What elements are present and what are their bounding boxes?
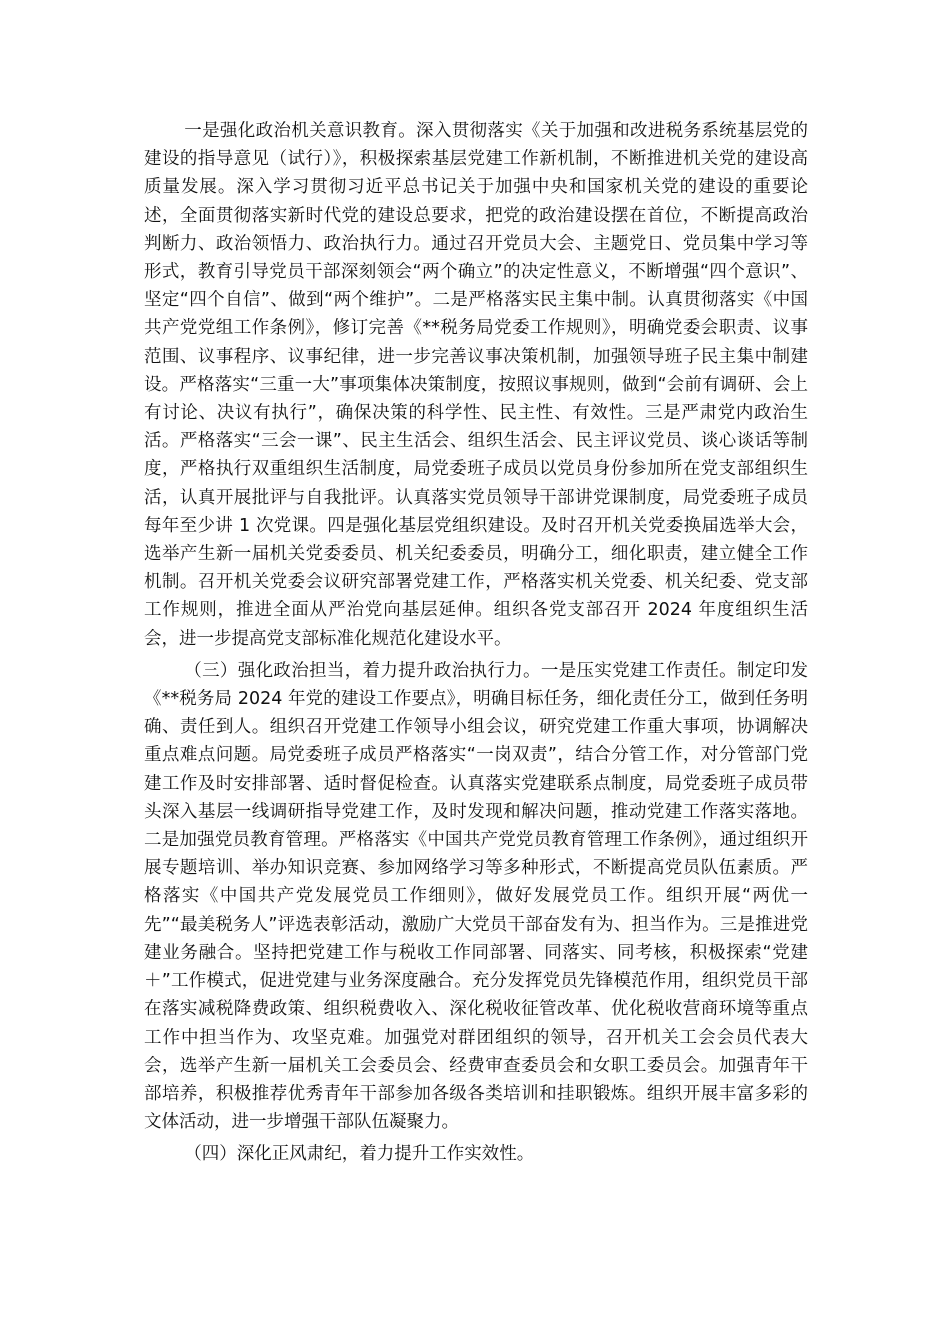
paragraph-party-building-measures: 一是强化政治机关意识教育。深入贯彻落实《关于加强和改进税务系统基层党的建设的指导意见（试行）》，积极探索基层党建工作新机制，不断推进机关党的建设高质量发展。深入学习贯彻习近平总书记关于加强中央和国家机关党的建设的重要论述，全面贯彻落实新时代党的建设总要求，把党的政治建设摆在首位，不断提高政治判断力、政治领悟力、政治执行力。通过召开党员大会、主题党日、党员集中学习等形式，教育引导党员干部深刻领会“两个确立”的决定性意义，不断增强“四个意识”、坚定“四个自信”、做到“两个维护”。二是严格落实民主集中制。认真贯彻落实《中国共产党党组工作条例》，修订完善《**税务局党委工作规则》，明确党委会职责、议事范围、议事程序、议事纪律，进一步完善议事决策机制，加强领导班子民主集中制建设。严格落实“三重一大”事项集体决策制度，按照议事规则，做到“会前有调研、会上有讨论、决议有执行”，确保决策的科学性、民主性、有效性。三是严肃党内政治生活。严格落实“三会一课”、民主生活会、组织生活会、民主评议党员、谈心谈话等制度，严格执行双重组织生活制度，局党委班子成员以党员身份参加所在党支部组织生活，认真开展批评与自我批评。认真落实党员领导干部讲党课制度，局党委班子成员每年至少讲 1 次党课。四是强化基层党组织建设。及时召开机关党委换届选举大会，选举产生新一届机关党委委员、机关纪委委员，明确分工，细化职责，建立健全工作机制。召开机关党委会议研究部署党建工作，严格落实机关党委、机关纪委、党支部工作规则，推进全面从严治党向基层延伸。组织各党支部召开 2024 年度组织生活会，进一步提高党支部标准化规范化建设水平。 [144, 121, 808, 649]
paragraph-section-three: （三）强化政治担当，着力提升政治执行力。一是压实党建工作责任。制定印发《**税务局 2024 年党的建设工作要点》，明确目标任务，细化责任分工，做到任务明确、责任到人。组织召开党建工作领导小组会议，研究党建工作重大事项，协调解决重点难点问题。局党委班子成员严格落实“一岗双责”，结合分管工作，对分管部门党建工作及时安排部署、适时督促检查。认真落实党建联系点制度，局党委班子成员带头深入基层一线调研指导党建工作，及时发现和解决问题，推动党建工作落实落地。二是加强党员教育管理。严格落实《中国共产党党员教育管理工作条例》，通过组织开展专题培训、举办知识竞赛、参加网络学习等多种形式，不断提高党员队伍素质。严格落实《中国共产党发展党员工作细则》，做好发展党员工作。组织开展“两优一先”“最美税务人”评选表彰活动，激励广大党员干部奋发有为、担当作为。三是推进党建业务融合。坚持把党建工作与税收工作同部署、同落实、同考核，积极探索“党建＋”工作模式，促进党建与业务深度融合。充分发挥党员先锋模范作用，组织党员干部在落实减税降费政策、组织税费收入、深化税收征管改革、优化税收营商环境等重点工作中担当作为、攻坚克难。加强党对群团组织的领导，召开机关工会会员代表大会，选举产生新一届机关工会委员会、经费审查委员会和女职工委员会。加强青年干部培养，积极推荐优秀青年干部参加各级各类培训和挂职锻炼。组织开展丰富多彩的文体活动，进一步增强干部队伍凝聚力。 [144, 660, 808, 1133]
paragraph-section-four-heading: （四）深化正风肃纪，着力提升工作实效性。 [184, 1144, 535, 1165]
document-body [144, 117, 808, 1169]
